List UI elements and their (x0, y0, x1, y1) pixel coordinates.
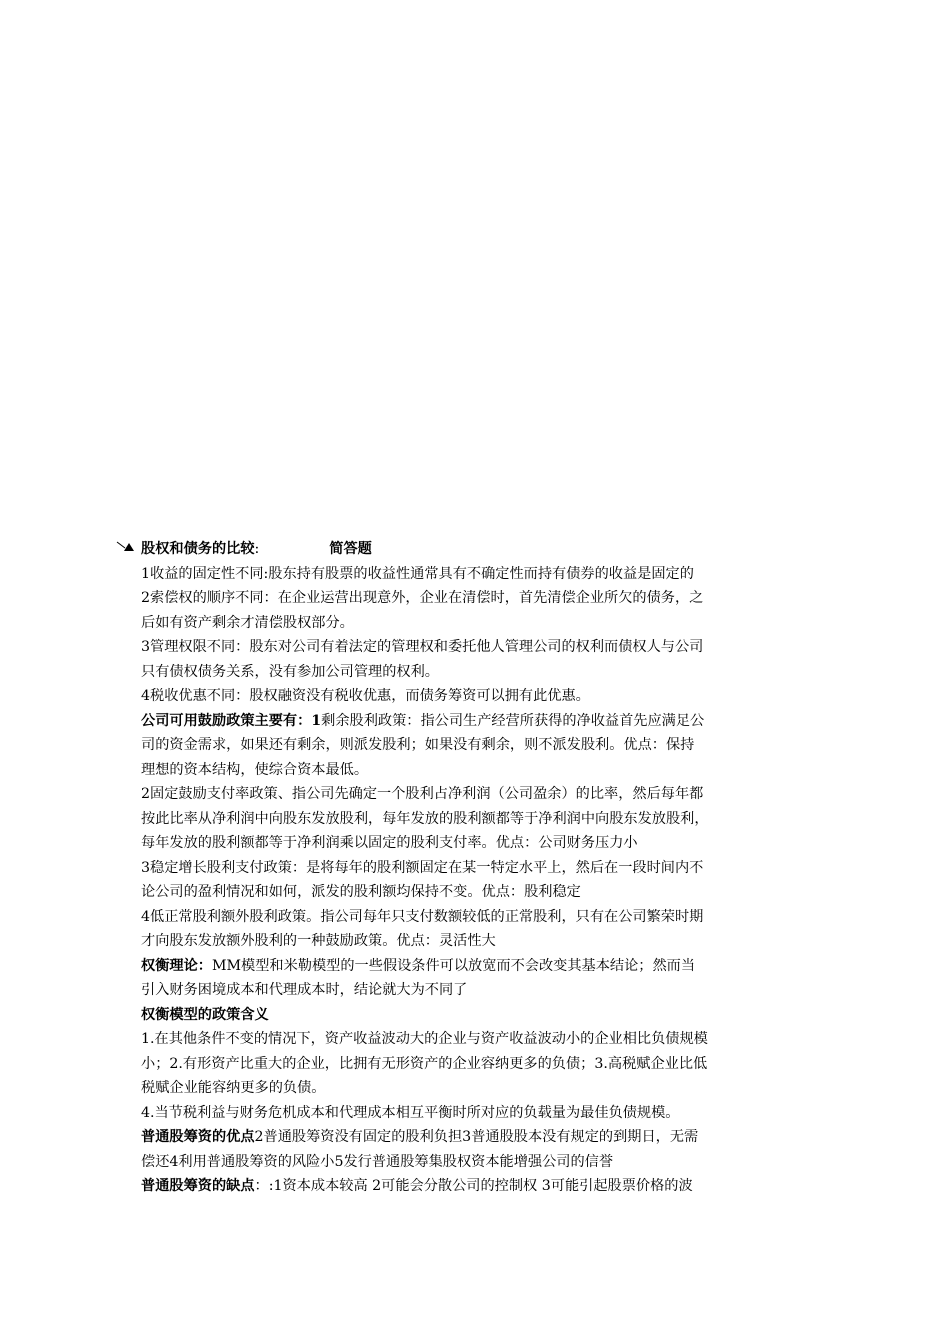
text-line: 3管理权限不同：股东对公司有着法定的管理权和委托他人管理公司的权利而债权人与公司 (141, 639, 704, 655)
text-line: 4.当节税利益与财务危机成本和代理成本相互平衡时所对应的负载量为最佳负债规模。 (141, 1104, 680, 1121)
text-line: 2固定鼓励支付率政策、指公司先确定一个股利占净利润（公司盈余）的比率，然后每年都 (141, 786, 704, 802)
stock-disadvantages-text: ：:1资本成本较高 2可能会分散公司的控制权 3可能引起股票价格的波 (254, 1178, 693, 1194)
text-line: 司的资金需求，如果还有剩余，则派发股利；如果没有剩余，则不派发股利。优点：保持 (141, 737, 695, 753)
policy-heading: 公司可用鼓励政策主要有：1 (141, 712, 322, 729)
text-line: 按此比率从净利润中向股东发放股利，每年发放的股利额都等于净利润中向股东发放股利， (141, 810, 709, 827)
text-line: 偿还4利用普通股筹资的风险小5发行普通股筹集股权资本能增强公司的信誉 (141, 1153, 614, 1170)
text-line: 4低正常股利额外股利政策。指公司每年只支付数额较低的正常股利，只有在公司繁荣时期 (141, 908, 704, 925)
text-line: 4税收优惠不同：股权融资没有税收优惠，而债务筹资可以拥有此优惠。 (141, 688, 590, 704)
text-line: 1.在其他条件不变的情况下，资产收益波动大的企业与资产收益波动小的企业相比负债规模 (141, 1031, 708, 1047)
text-line: 引入财务困境成本和代理成本时，结论就大为不同了 (141, 982, 468, 998)
document-body (141, 537, 821, 1199)
text-line: 2索偿权的顺序不同：在企业运营出现意外，企业在清偿时，首先清偿企业所欠的债务，之 (141, 590, 704, 606)
stock-disadvantages-line (141, 1174, 821, 1199)
tradeoff-text: MM模型和米勒模型的一些假设条件可以放宽而不会改变其基本结论；然而当 (211, 957, 696, 974)
tradeoff-heading-line (141, 954, 821, 979)
section-heading (141, 537, 821, 562)
policy-text: 剩余股利政策：指公司生产经营所获得的净收益首先应满足公 (321, 712, 705, 729)
text-line: 小；2.有形资产比重大的企业，比拥有无形资产的企业容纳更多的负债；3.高税赋企业比低 (141, 1055, 708, 1072)
text-line: 只有债权债务关系，没有参加公司管理的权利。 (141, 663, 439, 680)
stock-advantages-text: 2普通股筹资没有固定的股利负担3普通股股本没有规定的到期日，无需 (254, 1129, 699, 1145)
stock-advantages-heading: 普通股筹资的优点 (141, 1129, 255, 1145)
triangle-bullet-icon (116, 540, 138, 554)
text-line: 理想的资本结构，使综合资本最低。 (141, 761, 369, 778)
stock-disadvantages-heading: 普通股筹资的缺点 (141, 1178, 255, 1194)
text-line: 3稳定增长股利支付政策：是将每年的股利额固定在某一特定水平上，然后在一段时间内不 (141, 859, 704, 876)
stock-advantages-line (141, 1125, 821, 1150)
heading-colon: : (254, 541, 260, 557)
text-line: 税赋企业能容纳更多的负债。 (141, 1080, 326, 1096)
question-type-tag: 简答题 (329, 541, 372, 557)
heading-label: 股权和债务的比较 (141, 541, 255, 557)
text-line: 论公司的盈利情况和如何，派发的股利额均保持不变。优点：股利稳定 (141, 884, 581, 900)
policy-heading-line (141, 709, 821, 734)
text-line: 每年发放的股利额都等于净利润乘以固定的股利支付率。优点：公司财务压力小 (141, 835, 638, 851)
text-line: 才向股东发放额外股利的一种鼓励政策。优点：灵活性大 (141, 933, 496, 949)
text-line: 1收益的固定性不同:股东持有股票的收益性通常具有不确定性而持有债券的收益是固定的 (141, 565, 694, 582)
tradeoff-policy-heading: 权衡模型的政策含义 (141, 1006, 269, 1023)
tradeoff-heading: 权衡理论： (141, 957, 212, 974)
text-line: 后如有资产剩余才清偿股权部分。 (141, 614, 354, 631)
